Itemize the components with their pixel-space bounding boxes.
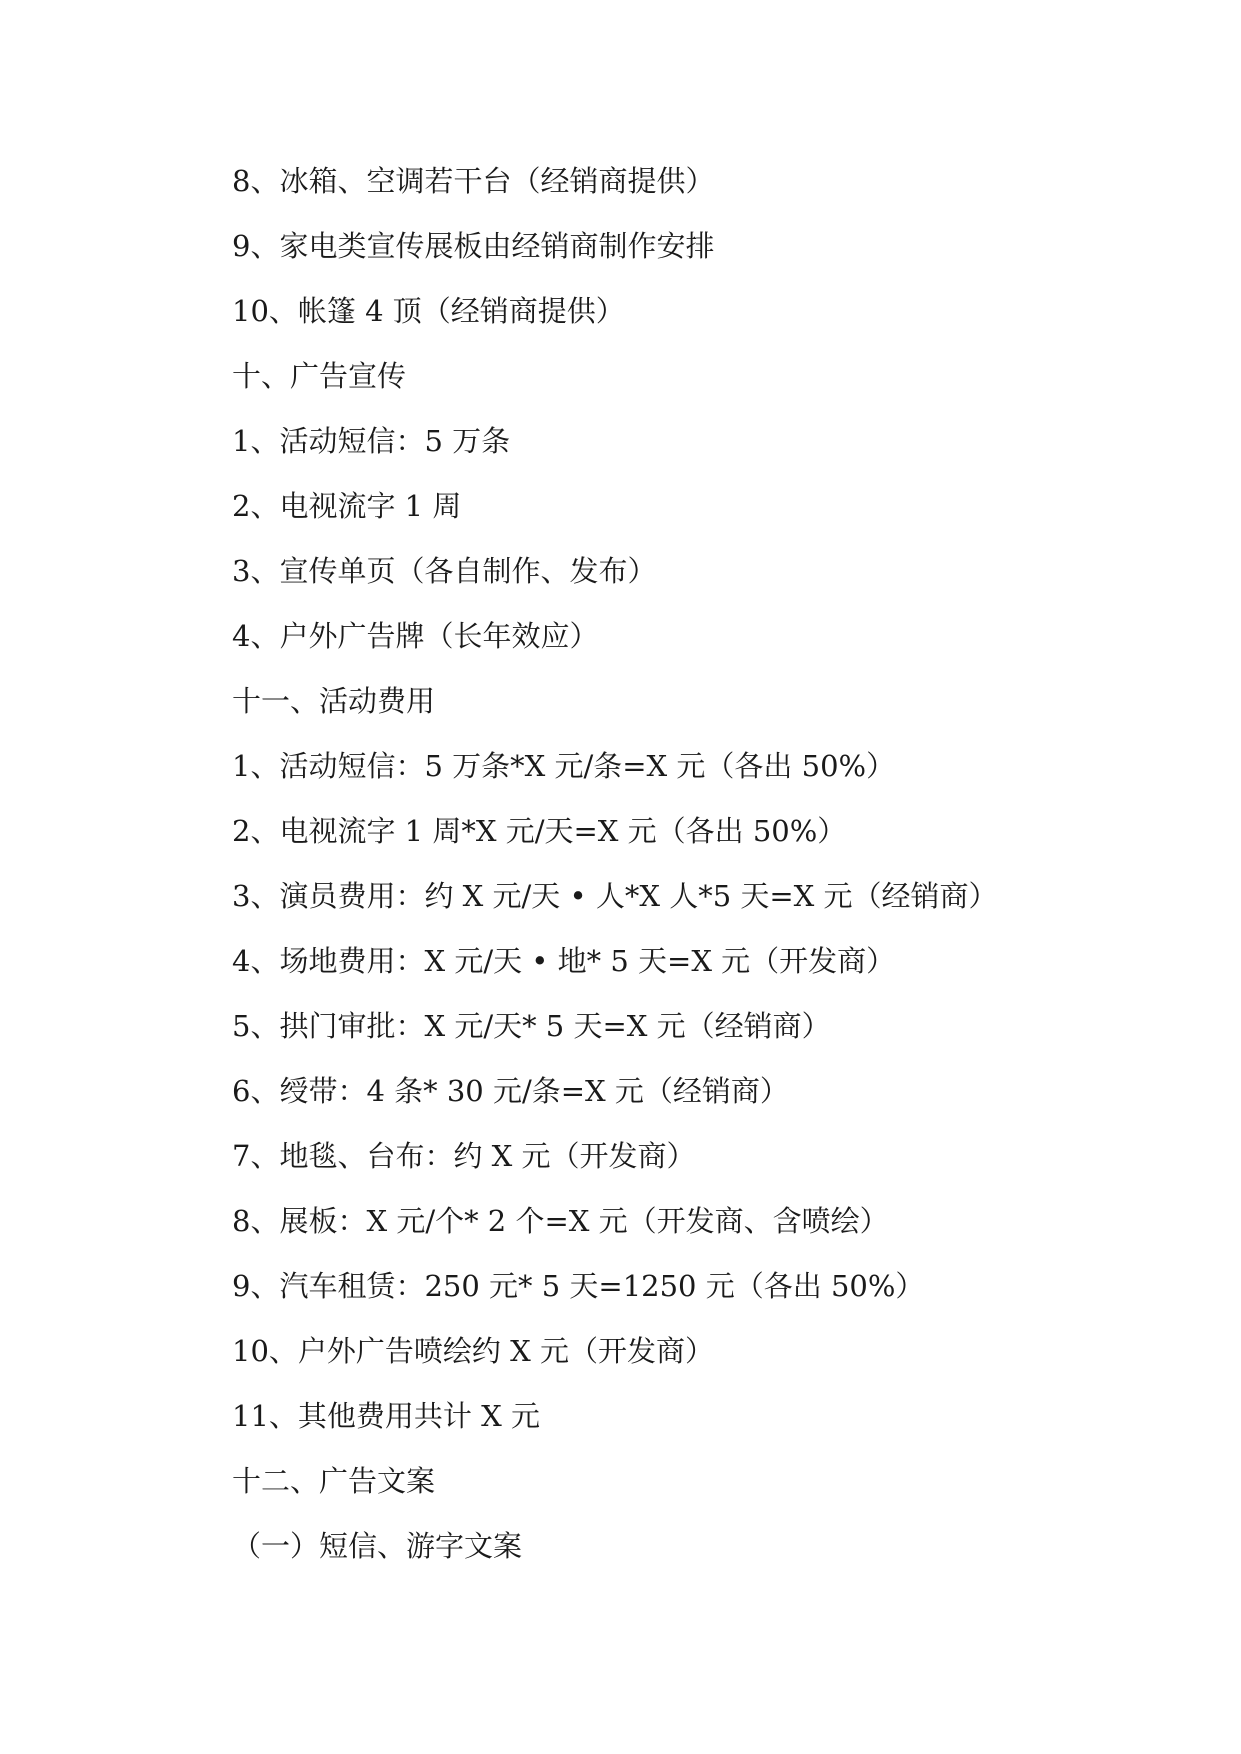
list-item: 3、宣传单页（各自制作、发布） — [232, 554, 657, 588]
list-item: 11、其他费用共计 X 元 — [232, 1399, 540, 1433]
list-item: 2、电视流字 1 周*X 元/天=X 元（各出 50%） — [232, 814, 847, 848]
list-item: 7、地毯、台布：约 X 元（开发商） — [232, 1139, 696, 1173]
list-item: 6、绶带：4 条* 30 元/条=X 元（经销商） — [232, 1074, 789, 1108]
list-item: 4、场地费用：X 元/天 • 地* 5 天=X 元（开发商） — [232, 944, 896, 978]
list-item: 10、户外广告喷绘约 X 元（开发商） — [232, 1334, 714, 1368]
list-item: 4、户外广告牌（长年效应） — [232, 619, 599, 653]
section-heading: 十二、广告文案 — [232, 1464, 436, 1498]
list-item: 8、冰箱、空调若干台（经销商提供） — [232, 164, 715, 198]
list-item: 1、活动短信：5 万条 — [232, 424, 511, 458]
list-item: 1、活动短信：5 万条*X 元/条=X 元（各出 50%） — [232, 749, 896, 783]
list-item: 3、演员费用：约 X 元/天 • 人*X 人*5 天=X 元（经销商） — [232, 879, 998, 913]
subsection-heading: （一）短信、游字文案 — [232, 1529, 523, 1563]
list-item: 9、汽车租赁：250 元* 5 天=1250 元（各出 50%） — [232, 1269, 925, 1303]
list-item: 5、拱门审批：X 元/天* 5 天=X 元（经销商） — [232, 1009, 831, 1043]
list-item: 10、帐篷 4 顶（经销商提供） — [232, 294, 625, 328]
section-heading: 十、广告宣传 — [232, 359, 407, 393]
list-item: 9、家电类宣传展板由经销商制作安排 — [232, 229, 715, 263]
list-item: 8、展板：X 元/个* 2 个=X 元（开发商、含喷绘） — [232, 1204, 889, 1238]
list-item: 2、电视流字 1 周 — [232, 489, 462, 523]
section-heading: 十一、活动费用 — [232, 684, 436, 718]
